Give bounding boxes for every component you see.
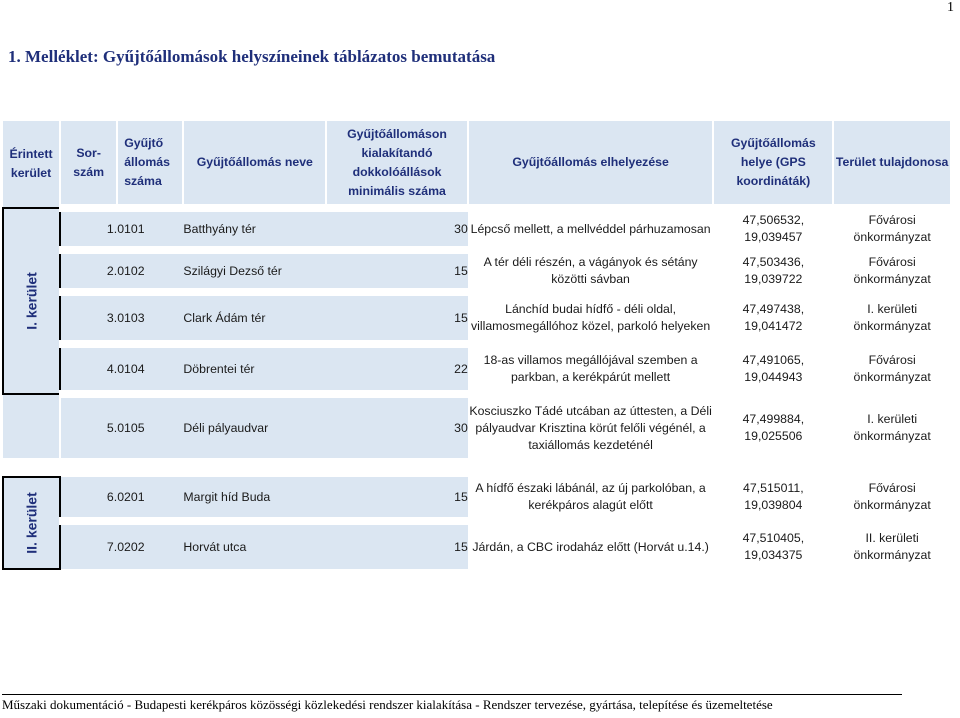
station-name: Déli pályaudvar [183,394,326,458]
owner: Fővárosi önkormányzat [833,250,951,292]
min-docks: 22 [326,344,468,394]
row-number: 1. [60,208,117,250]
station-id: 0104 [117,344,183,394]
owner: Fővárosi önkormányzat [833,208,951,250]
table-row [3,394,951,458]
min-docks: 15 [326,250,468,292]
station-location: A tér déli részén, a vágányok és sétány közötti sávban [468,250,714,292]
table-row [3,477,951,521]
station-name: Szilágyi Dezső tér [183,250,326,292]
page-footer: Műszaki dokumentáció - Budapesti kerékpáros közösségi közlekedési rendszer kialakítása - Rendszer tervezése, gyártása, telepítése és üzemeltetése [2,697,773,712]
table-row [3,521,951,569]
station-location: Lépcső mellett, a mellvéddel párhuzamosan [468,208,714,250]
station-location: 18-as villamos megállójával szemben a parkban, a kerékpárút mellett [468,344,714,394]
station-name: Clark Ádám tér [183,292,326,344]
header-serial: Sor-szám [60,121,117,208]
owner: II. kerületi önkormányzat [833,521,951,569]
station-location: Kosciuszko Tádé utcában az úttesten, a Déli pályaudvar Krisztina körút felőli végénél, a taxiállomás kezdeténél [468,394,714,458]
station-name: Margit híd Buda [183,477,326,521]
document-title: 1. Melléklet: Gyűjtőállomások helyszíneinek táblázatos bemutatása [8,47,496,66]
min-docks: 30 [326,394,468,458]
station-location: Lánchíd budai hídfő - déli oldal, villamosmegállóhoz közel, parkoló helyeken [468,292,714,344]
header-min-docks: Gyűjtőállomáson kialakítandó dokkolóállások minimális száma [326,121,468,208]
row-number: 3. [60,292,117,344]
row-number: 4. [60,344,117,394]
station-location: Járdán, a CBC irodaház előtt (Horvát u.14.) [468,521,714,569]
station-name: Döbrentei tér [183,344,326,394]
footer-divider [2,694,902,695]
stations-table [2,121,952,570]
table-spacer [3,458,951,477]
table-header-row [3,121,951,208]
table-row [3,208,951,250]
station-id: 0202 [117,521,183,569]
district-label: II. kerület [23,492,40,554]
gps-coordinates: 47,515011, 19,039804 [713,477,833,521]
station-location: A hídfő északi lábánál, az új parkolóban, a kerékpáros alagút előtt [468,477,714,521]
header-owner: Terület tulajdonosa [833,121,951,208]
row-number: 7. [60,521,117,569]
min-docks: 15 [326,292,468,344]
table-row [3,344,951,394]
station-id: 0102 [117,250,183,292]
header-district: Érintett kerület [3,121,60,208]
gps-coordinates: 47,497438, 19,041472 [713,292,833,344]
owner: Fővárosi önkormányzat [833,477,951,521]
district-cell-empty [3,394,60,458]
min-docks: 30 [326,208,468,250]
row-number: 6. [60,477,117,521]
owner: I. kerületi önkormányzat [833,292,951,344]
station-name: Horvát utca [183,521,326,569]
min-docks: 15 [326,477,468,521]
table-row [3,250,951,292]
gps-coordinates: 47,499884, 19,025506 [713,394,833,458]
station-id: 0105 [117,394,183,458]
min-docks: 15 [326,521,468,569]
station-name: Batthyány tér [183,208,326,250]
page-number: 1 [947,0,954,15]
station-id: 0201 [117,477,183,521]
header-station-no: Gyűjtő állomás száma [117,121,183,208]
header-gps: Gyűjtőállomás helye (GPS koordináták) [713,121,833,208]
gps-coordinates: 47,491065, 19,044943 [713,344,833,394]
gps-coordinates: 47,510405, 19,034375 [713,521,833,569]
header-name: Gyűjtőállomás neve [183,121,326,208]
district-cell-first [3,208,60,394]
gps-coordinates: 47,506532, 19,039457 [713,208,833,250]
row-number: 5. [60,394,117,458]
gps-coordinates: 47,503436, 19,039722 [713,250,833,292]
district-cell-second [3,477,60,569]
station-id: 0101 [117,208,183,250]
owner: Fővárosi önkormányzat [833,344,951,394]
owner: I. kerületi önkormányzat [833,394,951,458]
row-number: 2. [60,250,117,292]
district-label: I. kerület [23,272,40,330]
station-id: 0103 [117,292,183,344]
header-location: Gyűjtőállomás elhelyezése [468,121,714,208]
table-row [3,292,951,344]
